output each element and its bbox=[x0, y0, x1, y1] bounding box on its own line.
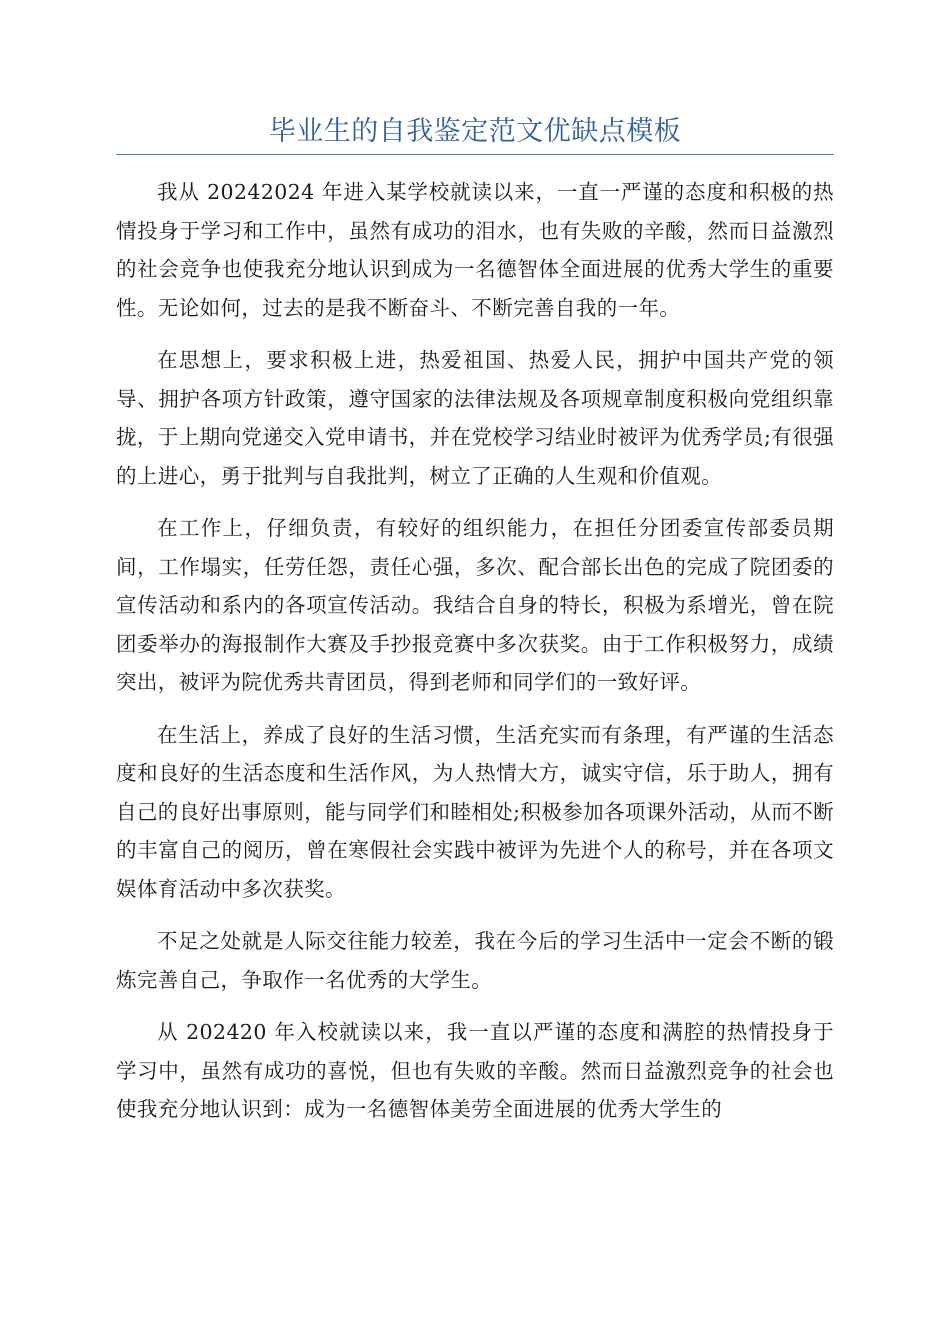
document-body bbox=[116, 173, 834, 1143]
paragraph-shortcomings: 不足之处就是人际交往能力较差，我在今后的学习生活中一定会不断的锻炼完善自己，争取作一名优秀的大学生。 bbox=[116, 929, 834, 992]
paragraph-work: 在工作上，仔细负责，有较好的组织能力，在担任分团委宣传部委员期间，工作塌实，任劳任怨，责任心强，多次、配合部长出色的完成了院团委的宣传活动和系内的各项宣传活动。我结合自身的特长，积极为系增光，曾在院团委举办的海报制作大赛及手抄报竞赛中多次获奖。由于工作积极努力，成绩突出，被评为院优秀共青团员，得到老师和同学们的一致好评。 bbox=[116, 516, 834, 694]
title-underline bbox=[116, 154, 834, 155]
paragraph-intro: 我从 20242024 年进入某学校就读以来，一直一严谨的态度和积极的热情投身于学习和工作中，虽然有成功的泪水，也有失败的辛酸，然而日益激烈的社会竞争也使我充分地认识到成为一名德智体全面进展的优秀大学生的重要性。无论如何，过去的是我不断奋斗、不断完善自我的一年。 bbox=[116, 180, 834, 320]
paragraph-ideology: 在思想上，要求积极上进，热爱祖国、热爱人民，拥护中国共产党的领导、拥护各项方针政策，遵守国家的法律法规及各项规章制度积极向党组织靠拢，于上期向党递交入党申请书，并在党校学习结业时被评为优秀学员;有很强的上进心，勇于批判与自我批判，树立了正确的人生观和价值观。 bbox=[116, 348, 834, 488]
paragraph-life: 在生活上，养成了良好的生活习惯，生活充实而有条理，有严谨的生活态度和良好的生活态度和生活作风，为人热情大方，诚实守信，乐于助人，拥有自己的良好出事原则，能与同学们和睦相处;积极参加各项课外活动，从而不断的丰富自己的阅历，曾在寒假社会实践中被评为先进个人的称号，并在各项文娱体育活动中多次获奖。 bbox=[116, 722, 834, 901]
paragraph-second-intro: 从 202420 年入校就读以来，我一直以严谨的态度和满腔的热情投身于学习中，虽然有成功的喜悦，但也有失败的辛酸。然而日益激烈竞争的社会也使我充分地认识到：成为一名德智体美劳全面进展的优秀大学生的 bbox=[116, 1020, 834, 1121]
document-title: 毕业生的自我鉴定范文优缺点模板 bbox=[268, 116, 682, 147]
